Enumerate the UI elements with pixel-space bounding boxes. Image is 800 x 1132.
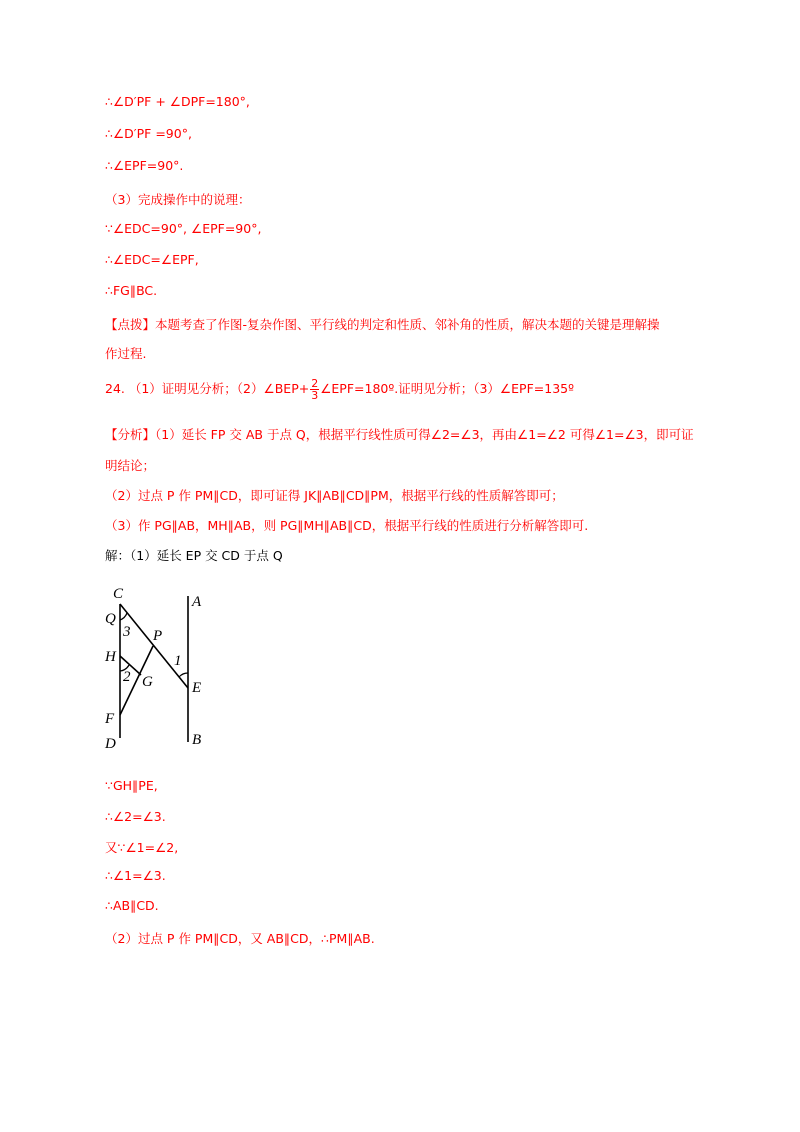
label-a: A	[192, 594, 202, 610]
fraction-numerator: 2	[311, 377, 319, 390]
text-line-8: 【点拨】本题考查了作图-复杂作图、平行线的判定和性质、邻补角的性质，解决本题的关键是理解操	[105, 317, 660, 332]
text-line-7: ∴FG∥BC.	[105, 283, 158, 298]
text-line-3: ∴∠EPF=90°.	[105, 158, 184, 173]
text-line-12: 明结论；	[105, 458, 156, 473]
text-line-4: （3）完成操作中的说理：	[105, 192, 251, 207]
text-line-21: （2）过点 P 作 PM∥CD，又 AB∥CD，∴PM∥AB.	[105, 931, 375, 946]
label-q: Q	[105, 611, 116, 627]
label-f: F	[105, 711, 115, 727]
text-line-16: ∵GH∥PE,	[105, 778, 158, 793]
label-h: H	[105, 649, 116, 665]
label-d: D	[105, 736, 116, 752]
answer-24-line	[105, 378, 574, 401]
label-angle-1: 1	[174, 653, 182, 669]
fraction-two-thirds	[310, 378, 319, 401]
text-line-18: 又∵∠1=∠2,	[105, 840, 179, 855]
text-line-20: ∴AB∥CD.	[105, 898, 159, 913]
label-e: E	[192, 680, 202, 696]
fraction-denominator: 3	[311, 389, 319, 402]
label-b: B	[192, 732, 202, 748]
text-line-11: 【分析】（1）延长 FP 交 AB 于点 Q，根据平行线性质可得∠2=∠3，再由∠1=∠2 可得∠1=∠3，即可证	[105, 427, 694, 442]
answer-24-part-b: ∠EPF=180º.证明见分析；（3）∠EPF=135º	[320, 381, 574, 396]
text-line-5: ∵∠EDC=90°, ∠EPF=90°,	[105, 221, 262, 236]
label-c: C	[113, 586, 124, 602]
angle-3-arc	[120, 613, 127, 620]
label-angle-2: 2	[123, 669, 131, 685]
geometry-figure	[95, 578, 225, 753]
text-line-14: （3）作 PG∥AB，MH∥AB，则 PG∥MH∥AB∥CD，根据平行线的性质进行分析解答即可.	[105, 518, 589, 533]
text-line-2: ∴∠D′PF =90°,	[105, 126, 192, 141]
angle-1-arc	[179, 673, 188, 677]
text-line-15: 解：（1）延长 EP 交 CD 于点 Q	[105, 548, 283, 563]
text-line-9: 作过程.	[105, 346, 147, 361]
text-line-17: ∴∠2=∠3.	[105, 809, 166, 824]
label-p: P	[153, 628, 163, 644]
answer-24-part-a: 24. （1）证明见分析；（2）∠BEP+	[105, 381, 310, 396]
text-line-6: ∴∠EDC=∠EPF,	[105, 252, 199, 267]
label-g: G	[142, 674, 153, 690]
label-angle-3: 3	[123, 624, 131, 640]
text-line-1: ∴∠D′PF + ∠DPF=180°,	[105, 94, 250, 109]
text-line-19: ∴∠1=∠3.	[105, 868, 166, 883]
text-line-13: （2）过点 P 作 PM∥CD，即可证得 JK∥AB∥CD∥PM，根据平行线的性质解答即可；	[105, 488, 564, 503]
